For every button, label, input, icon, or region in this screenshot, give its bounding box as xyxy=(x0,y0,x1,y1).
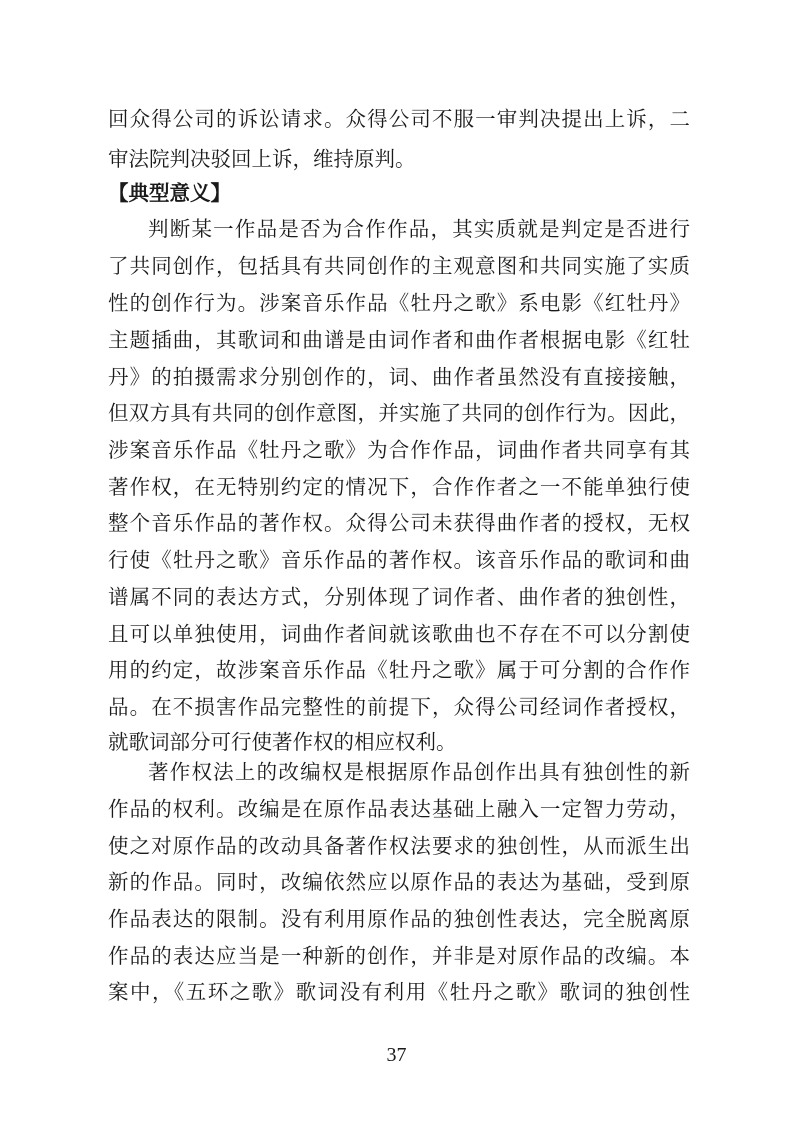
paragraph-2-line: 作品表达的限制。没有利用原作品的独创性表达，完全脱离原 xyxy=(108,907,690,931)
paragraph-2-line: 新的作品。同时，改编依然应以原作品的表达为基础，受到原 xyxy=(108,870,690,894)
section-heading: 【典型意义】 xyxy=(108,181,231,205)
paragraph-1-line: 且可以单独使用，词曲作者间就该歌曲也不存在不可以分割使 xyxy=(108,622,690,646)
paragraph-2-line: 作品的表达应当是一种新的创作，并非是对原作品的改编。本 xyxy=(108,944,690,968)
paragraph-1-line: 品。在不损害作品完整性的前提下，众得公司经词作者授权， xyxy=(108,695,690,719)
paragraph-1-line: 著作权，在无特别约定的情况下，合作作者之一不能单独行使 xyxy=(108,475,690,499)
page-number: 37 xyxy=(386,1044,407,1066)
paragraph-1-line: 主题插曲，其歌词和曲谱是由词作者和曲作者根据电影《红牡 xyxy=(108,328,690,352)
paragraph-1-line: 行使《牡丹之歌》音乐作品的著作权。该音乐作品的歌词和曲 xyxy=(108,548,690,572)
paragraph-1-line: 就歌词部分可行使著作权的相应权利。 xyxy=(108,730,457,754)
paragraph-1-line: 谱属不同的表达方式，分别体现了词作者、曲作者的独创性， xyxy=(108,585,690,609)
paragraph-1-line: 性的创作行为。涉案音乐作品《牡丹之歌》系电影《红牡丹》 xyxy=(108,291,690,315)
paragraph-2-line: 案中，《五环之歌》歌词没有利用《牡丹之歌》歌词的独创性 xyxy=(108,980,690,1004)
paragraph-1-line: 但双方具有共同的创作意图，并实施了共同的创作行为。因此， xyxy=(108,401,690,425)
body-text-line: 审法院判决驳回上诉，维持原判。 xyxy=(108,147,416,171)
paragraph-1-line: 了共同创作，包括具有共同创作的主观意图和共同实施了实质 xyxy=(108,254,690,278)
paragraph-2-line: 著作权法上的改编权是根据原作品创作出具有独创性的新 xyxy=(148,760,690,784)
body-text-line: 回众得公司的诉讼请求。众得公司不服一审判决提出上诉，二 xyxy=(108,107,690,131)
paragraph-2-line: 使之对原作品的改动具备著作权法要求的独创性，从而派生出 xyxy=(108,834,690,858)
paragraph-1-line: 丹》的拍摄需求分别创作的，词、曲作者虽然没有直接接触， xyxy=(108,365,690,389)
paragraph-1-line: 整个音乐作品的著作权。众得公司未获得曲作者的授权，无权 xyxy=(108,511,690,535)
paragraph-1-line: 用的约定，故涉案音乐作品《牡丹之歌》属于可分割的合作作 xyxy=(108,658,690,682)
paragraph-1-line: 涉案音乐作品《牡丹之歌》为合作作品，词曲作者共同享有其 xyxy=(108,438,690,462)
paragraph-2-line: 作品的权利。改编是在原作品表达基础上融入一定智力劳动， xyxy=(108,797,690,821)
paragraph-1-line: 判断某一作品是否为合作作品，其实质就是判定是否进行 xyxy=(148,217,690,241)
